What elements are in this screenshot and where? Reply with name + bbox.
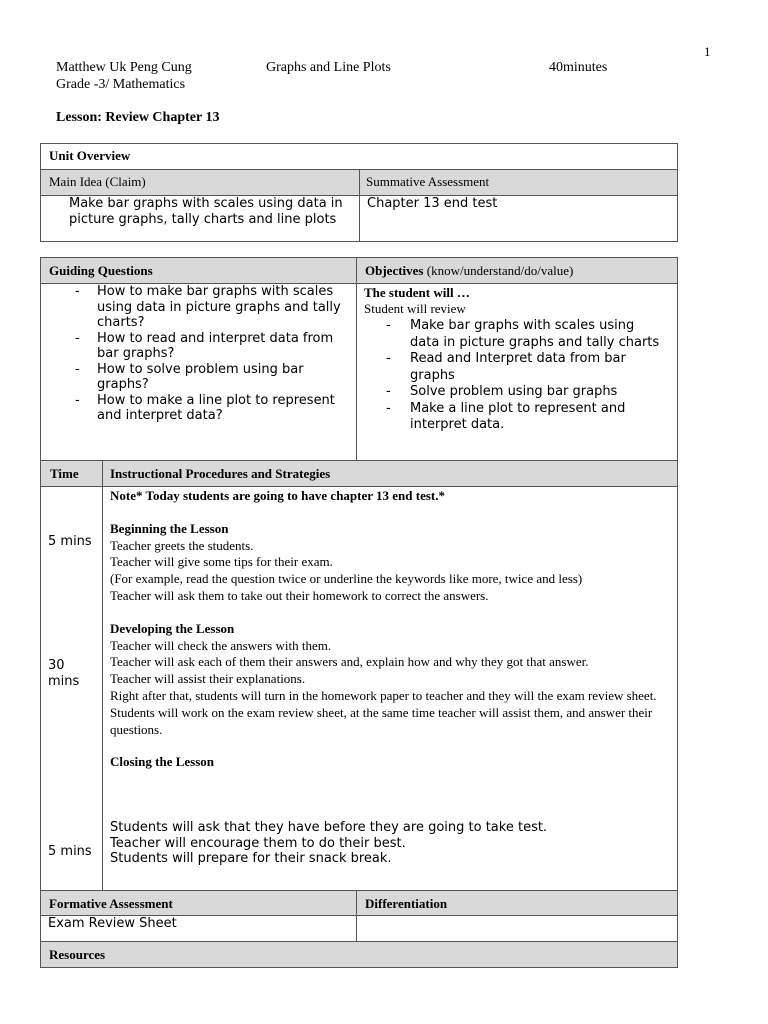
main-idea-label: Main Idea (Claim) — [41, 170, 359, 195]
list-item: - Make a line plot to represent and interpret data. — [364, 401, 664, 434]
list-item: Teacher will ask them to take out their homework to correct the answers. — [110, 587, 489, 603]
list-item: - Solve problem using bar graphs — [364, 384, 664, 401]
page-number: 1 — [704, 44, 711, 59]
procedures-header: Instructional Procedures and Strategies — [110, 466, 331, 481]
list-item: Teacher will encourage them to do their best. — [110, 835, 406, 851]
list-item: Students will ask that they have before they are going to take test. — [110, 820, 548, 835]
list-item: - How to make bar graphs with scales using data in picture graphs and tally charts? — [67, 284, 353, 331]
procedures-content — [110, 488, 672, 771]
summative-assessment-label: Summative Assessment — [360, 170, 677, 195]
closing-title: Closing the Lesson — [110, 754, 215, 770]
unit-overview-title: Unit Overview — [49, 148, 131, 163]
list-item: Right after that, students will turn in the homework paper to teacher and they will the exam review sheet. — [110, 687, 657, 703]
list-item: - How to make a line plot to represent and interpret data? — [67, 393, 353, 424]
time-developing: 30 mins — [48, 658, 80, 689]
student-will-heading: The student will … — [364, 285, 470, 300]
objectives-list — [364, 318, 664, 434]
lesson-title: Lesson: Review Chapter 13 — [56, 110, 220, 125]
list-item: Students will work on the exam review sheet, at the same time teacher will assist them, and answer their questions. — [110, 704, 653, 737]
list-item: Teacher will give some tips for their exam. — [110, 554, 333, 570]
formative-assessment-text: Exam Review Sheet — [48, 916, 177, 931]
resources-label: Resources — [49, 947, 106, 962]
list-item: Teacher greets the students. — [110, 537, 254, 553]
list-item: Teacher will ask each of them their answers and, explain how and why they got that answer. — [110, 654, 589, 670]
developing-title: Developing the Lesson — [110, 620, 235, 636]
lesson-topic: Graphs and Line Plots — [266, 60, 391, 75]
test-note: Note* Today students are going to have chapter 13 end test.* — [110, 488, 446, 503]
beginning-title: Beginning the Lesson — [110, 520, 229, 536]
time-beginning: 5 mins — [48, 534, 92, 549]
list-item: Students will prepare for their snack break. — [110, 851, 392, 866]
main-idea-text: Make bar graphs with scales using data in picture graphs, tally charts and line plots — [69, 196, 343, 227]
guiding-questions-label: Guiding Questions — [49, 263, 153, 278]
lesson-plan-table — [40, 257, 678, 968]
unit-overview-table — [40, 143, 678, 242]
list-item: - How to read and interpret data from bar graphs? — [67, 331, 353, 362]
formative-assessment-label: Formative Assessment — [49, 896, 173, 911]
list-item: - Read and Interpret data from bar graphs — [364, 351, 664, 384]
list-item: - How to solve problem using bar graphs? — [67, 362, 353, 393]
list-item: Teacher will assist their explanations. — [110, 671, 306, 687]
list-item: Teacher will check the answers with them. — [110, 637, 332, 653]
objectives-label: Objectives (know/understand/do/value) — [365, 263, 574, 278]
summative-assessment-text: Chapter 13 end test — [367, 196, 498, 211]
time-closing: 5 mins — [48, 844, 92, 859]
lesson-duration: 40minutes — [549, 60, 608, 75]
time-label: Time — [50, 466, 79, 481]
closing-content — [110, 820, 672, 867]
list-item: - Make bar graphs with scales using data in picture graphs and tally charts — [364, 318, 664, 351]
list-item: (For example, read the question twice or underline the keywords like more, twice and less) — [110, 571, 583, 587]
student-will-review: Student will review — [364, 301, 466, 316]
guiding-questions-list — [67, 284, 353, 424]
author-name: Matthew Uk Peng Cung — [56, 60, 192, 75]
grade-subject: Grade -3/ Mathematics — [56, 77, 186, 92]
differentiation-label: Differentiation — [365, 896, 448, 911]
